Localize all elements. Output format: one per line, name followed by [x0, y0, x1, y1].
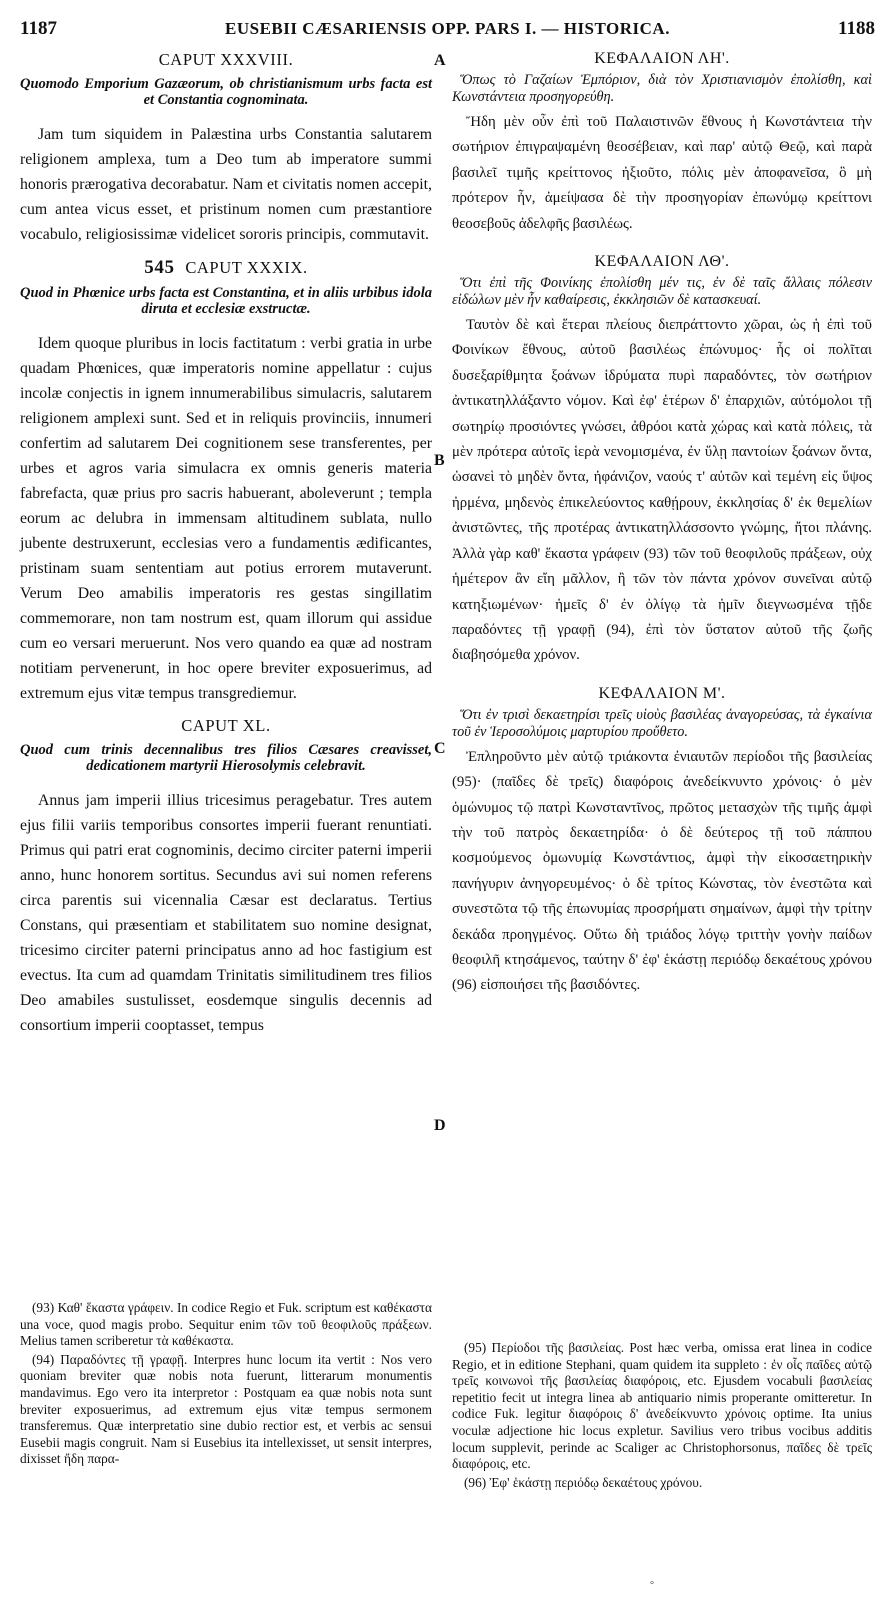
kephalaion-39-subtitle: Ὅτι ἐπὶ τῆς Φοινίκης ἐπολίσθη μέν τις, ἐν δὲ ταῖς ἄλλαις πόλεσιν εἰδώλων μὲν ἦν καθαίρεσις, ἐκκλησιῶν δὲ κατασκευαί. [452, 275, 872, 309]
chapter-40-heading: CAPUT XL. [181, 716, 271, 735]
margin-marker-b: B [434, 452, 445, 469]
kephalaion-38-heading: ΚΕΦΑΛΑΙΟΝ ΛΗ'. [594, 50, 730, 67]
footnote-96: (96) Ἐφ' ἑκάστῃ περιόδῳ δεκαέτους χρόνου. [464, 1474, 703, 1490]
latin-column [20, 48, 432, 1048]
chapter-38-subtitle: Quomodo Emporium Gazæorum, ob christianismum urbs facta est et Constantia cognominata. [20, 76, 432, 108]
footnote-93: (93) Καθ' ἕκαστα γράφειν. In codice Regio et Fuk. scriptum est καθέκαστα una voce, quod magis probo. Sequitur enim τῶν τοῦ θεοφιλοῦς πράξεων. Melius tamen scriberetur τὰ καθέκαστα. [20, 1300, 432, 1349]
greek-column [452, 48, 872, 1015]
margin-marker-c: C [434, 740, 446, 757]
kephalaion-40-heading: ΚΕΦΑΛΑΙΟΝ Μ'. [598, 684, 726, 702]
chapter-39-body: Idem quoque pluribus in locis factitatum : verbi gratia in urbe quadam Phœnices, quæ imperatoris nomine appellatur : cujus incolæ conjectis in ignem innumerabilibus simulacris, salutarem religionem amplexi sunt. Sed et in reliquis provinciis, innumeri confertim ad salutarem Dei cognitionem sese transferentes, per urbes et agros varia simulacra ex omnis generis materia fabrefacta, quæ prius pro sacris habuerant, aboleverunt ; templa eorum ac delubra in immensam altitudinem sublata, nullo jubente destruxerunt, ecclesias vero a fundamentis ædificantes, pristinam suam sententiam aut potius errorem mutaverunt. Verum Deo amabilis imperatoris res gestas singillatim commemorare, non tam nostrum est, quam illorum qui assidue cum eo versari meruerunt. Nos vero quando ea quæ ad nostram notitiam pervenerunt, in hoc opere breviter exposuerimus, ad extremum ejus vitæ tempus transgrediemur. [20, 335, 432, 702]
margin-marker-a: A [434, 52, 446, 69]
footnote-94: (94) Παραδόντες τῇ γραφῇ. Interpres hunc locum ita vertit : Nos vero quoniam breviter quæ nobis nota fuerunt, litterarum monumentis mandavimus. Ego vero ita interpretor : Postquam ea quæ nobis nota sunt breviter exposuerimus, ad extremum ejus vitæ tempus sermonem transferemus. Quæ interpretatio sine dubio rectior est, et verbis ac sensui Eusebii magis congruit. Nam si Eusebius ita intellexisset, ut sensit interpres, dixisset ἤδη παρα- [20, 1351, 432, 1467]
footnotes-left [20, 1300, 432, 1470]
chapter-40-body: Annus jam imperii illius tricesimus peragebatur. Tres autem ejus filii variis temporibus consortes imperii fuerant renuntiati. Primus qui patri erat cognominis, decimo circiter paterni imperii anno, hunc honorem sortitus. Secundus avi sui nomen referens circa parentis sui vicennalia Cæsar est declaratus. Tertius Constans, qui præsentiam et stabilitatem suo nomine designat, tricesimo circiter paterni principatus anno ad hoc fastigium est evectus. Ita cum ad quamdam Trinitatis similitudinem tres filios Deo amabiles sustulisset, eosdemque singulis decennis ad consortium imperii cooptasset, tempus [20, 792, 432, 1034]
chapter-39-heading: CAPUT XXXIX. [185, 258, 308, 277]
footnotes-right [452, 1340, 872, 1493]
kephalaion-39-heading: ΚΕΦΑΛΑΙΟΝ ΛΘ'. [594, 253, 730, 271]
chapter-40-subtitle: Quod cum trinis decennalibus tres filios Cæsares creavisset, dedicationem martyrii Hierosolymis celebravit. [20, 742, 432, 774]
right-page-number: 1188 [838, 18, 875, 39]
kephalaion-40-subtitle: Ὅτι ἐν τρισὶ δεκαετηρίσι τρεῖς υἱοὺς βασιλέας ἀναγορεύσας, τὰ ἐγκαίνια τοῦ ἐν Ἱεροσολύμοις μαρτυρίου προὔθετο. [452, 706, 872, 740]
chapter-39-heading-row [20, 257, 432, 279]
print-speck: ° [650, 1580, 654, 1591]
kephalaion-40-body: Ἐπληροῦντο μὲν αὐτῷ τριάκοντα ἐνιαυτῶν περίοδοι τῆς βασιλείας (95)· (παῖδες δὲ τρεῖς) διαφόροις ἀνεδείκνυντο χρόνοις· ὁ μὲν ὁμώνυμος τῷ πατρὶ Κωνσταντῖνος, πρῶτος μετασχὼν τῆς τιμῆς ἀμφὶ τὴν τοῦ πατρὸς δεκαετηρίδα· ὁ δὲ δεύτερος τῇ τοῦ πάππου κοσμούμενος ὁμωνυμίᾳ Κωνστάντιος, ἀμφὶ τὴν εἰκοσαετηρικὴν πανήγυριν ἀνηγορευμένος· ὁ δὲ τρίτος Κώνστας, τὸν ἐνεστῶτα καὶ συνεστῶτα τῷ τῆς ἐπωνυμίας προσρήματι σημαίνων, ἀμφὶ τὴν τρίτην δεκάδα προηγμένος. Οὕτω δὴ τριάδος λόγῳ τριττὴν γονὴν παίδων θεοφιλῆ κτησάμενος, ταύτην δ' ἐφ' ἑκάστῃ περιόδῳ δεκαέτους χρόνου (96) εἰσποιήσει τῆς βασιδόντες. [452, 748, 872, 994]
chapter-38-body: Jam tum siquidem in Palæstina urbs Constantia salutarem religionem amplexa, tum a Deo tum ab imperatore summi honoris prærogativa decorabatur. Nam et civitatis nomen accepit, cum antea vicus esset, et pristinum nomen cum præstantiore vocabulo, religiosissimæ videlicet sororis principis, commutavit. [20, 126, 432, 243]
column-number: 545 [144, 257, 175, 278]
kephalaion-38-body: Ἤδη μὲν οὖν ἐπὶ τοῦ Παλαιστινῶν ἔθνους ἡ Κωνστάντεια τὴν σωτήριον ἐπιγραψαμένη θεοσέβειαν, καὶ παρ' αὐτῷ Θεῷ, καὶ παρὰ βασιλεῖ τιμῆς κρείττονος ἠξιοῦτο, πόλις μὲν ἀποφανεῖσα, ὃ μὴ πρότερον ἦν, ἀμείψασα δὲ τὴν προσηγορίαν ἐπωνύμῳ κρείττονι θεοσεβοῦς ἀδελφῆς βασιλέως. [452, 114, 872, 232]
page-header [20, 18, 875, 46]
footnote-95: (95) Περίοδοι τῆς βασιλείας. Post hæc verba, omissa erat linea in codice Regio, et in editione Stephani, quam quidem ita suppleto : ἐν οἷς παῖδες αὐτῷ τρεῖς κοινωνοὶ τῆς βασιλείας διαφόροις, etc. Ejusdem vocabuli βασιλείας repetitio fecit ut integra linea ab antiquario nimis properante omitteretur. In codice Fuk. legitur διαφόροις δ' ἀνεδείκνυντο χρόνοις optime. Ita unius voculæ adjectione hic locus expletur. Savilius vero tribus vocibus additis locum supplevit, perinde ac Scaliger ac Christophorsonus, παῖδες δὲ τρεῖς διαφόροις, etc. [452, 1340, 872, 1472]
running-title: EUSEBII CÆSARIENSIS OPP. PARS I. — HISTORICA. [225, 19, 670, 38]
kephalaion-38-subtitle: Ὅπως τὸ Γαζαίων Ἐμπόριον, διὰ τὸν Χριστιανισμὸν ἐπολίσθη, καὶ Κωνστάντεια προσηγορεύθη. [452, 72, 872, 105]
left-page-number: 1187 [20, 18, 57, 39]
margin-marker-d: D [434, 1117, 446, 1134]
chapter-39-subtitle: Quod in Phœnice urbs facta est Constantina, et in aliis urbibus idola diruta et ecclesiæ exstructæ. [20, 285, 432, 317]
kephalaion-39-body: Ταυτὸν δὲ καὶ ἕτεραι πλείους διεπράττοντο χῶραι, ὡς ἡ ἐπὶ τοῦ Φοινίκων ἔθνους, αὐτοῦ βασιλέως ἐπώνυμος· ἧς οἱ πολῖται δυσεξαρίθμητα ξοάνων ἱδρύματα πυρὶ παραδόντες, τὸν σωτήριον ἀντικατηλλάξαντο νόμον. Καὶ ἐφ' ἑτέρων δ' ἐπαρχιῶν, αὐτόμολοι τῇ σωτηρίῳ προσιόντες γνώσει, ἀθρόοι κατὰ χώρας καὶ κατὰ πόλεις, τὰ μὲν πρότερα αὐτοῖς ἱερὰ νενομισμένα, ἐν ὕλῃ παντοίων ξοάνων ὄντα, ὡσανεὶ τὸ μηδὲν ὄντα, ἠφάνιζον, ναούς τ' αὐτῶν καὶ τεμένη εἰς ὕψος ἠρμένα, μηδενὸς ἐπικελεύοντος καθῄρουν, ἐκκλησίας δ' ἐκ θεμελίων ἀνιστῶντες, τῆς προτέρας ἀντικατηλλάσσοντο γνώμης, ἤτοι πλάνης. Ἀλλὰ γὰρ καθ' ἕκαστα γράφειν (93) τῶν τοῦ θεοφιλοῦς πράξεων, οὐχ ἡμέτερον ἂν εἴη μᾶλλον, ἢ τῶν τὸν πάντα χρόνον συνεῖναι αὐτῷ κατηξιωμένων· ἡμεῖς δ' ἐν ὀλίγῳ τὰ ἡμῖν διεγνωσμένα τῇδε παραδόντες τῇ γραφῇ (94), ἐπὶ τὸν ὕστατον αὐτοῦ τῆς ζωῆς διαβησόμεθα χρόνον. [452, 317, 872, 664]
chapter-38-heading: CAPUT XXXVIII. [158, 50, 294, 69]
